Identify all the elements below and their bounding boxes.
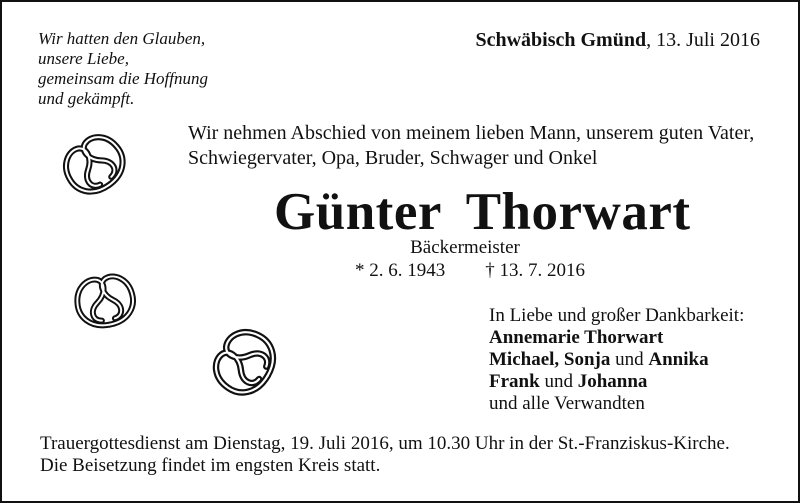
quote-line: und gekämpft. <box>38 89 135 108</box>
mourners-intro: In Liebe und großer Dankbarkeit: <box>489 305 745 326</box>
mourner-names: Frank <box>489 371 540 392</box>
birth-date: * 2. 6. 1943 <box>355 260 446 281</box>
mourner-names: Michael, Sonja <box>489 349 611 370</box>
conjunction: und <box>539 371 578 392</box>
quote-line: gemeinsam die Hoffnung <box>38 69 208 88</box>
mourner-line: und alle Verwandten <box>489 393 645 414</box>
conjunction: und <box>610 349 649 370</box>
quote <box>38 29 208 109</box>
service-info <box>40 433 730 477</box>
death-date: † 13. 7. 2016 <box>485 260 585 281</box>
pretzel-icon <box>72 267 138 333</box>
mourner-line <box>489 349 744 371</box>
pretzel-icon <box>60 130 128 198</box>
farewell-text <box>188 121 754 171</box>
mourner-line: Annemarie Thorwart <box>489 327 664 348</box>
profession: Bäckermeister <box>410 237 520 258</box>
mourner-names: Annika <box>648 349 709 370</box>
quote-line: unsere Liebe, <box>38 49 129 68</box>
mourners <box>489 305 744 415</box>
farewell-line: Wir nehmen Abschied von meinem lieben Mann, unserem guten Vater, <box>188 122 755 144</box>
deceased-name: Günter Thorwart <box>274 183 691 241</box>
farewell-line: Schwiegervater, Opa, Bruder, Schwager und Onkel <box>188 147 598 169</box>
quote-line: Wir hatten den Glauben, <box>38 29 206 48</box>
service-line: Trauergottesdienst am Dienstag, 19. Juli 2016, um 10.30 Uhr in der St.-Franziskus-Kirche. <box>40 433 730 454</box>
place-date <box>475 29 760 52</box>
mourner-names: Johanna <box>577 371 648 392</box>
life-dates <box>355 260 585 282</box>
date: , 13. Juli 2016 <box>646 29 760 51</box>
place: Schwäbisch Gmünd <box>475 29 647 51</box>
service-line: Die Beisetzung findet im engsten Kreis statt. <box>40 455 381 476</box>
pretzel-icon <box>208 326 280 398</box>
mourner-line <box>489 371 744 393</box>
